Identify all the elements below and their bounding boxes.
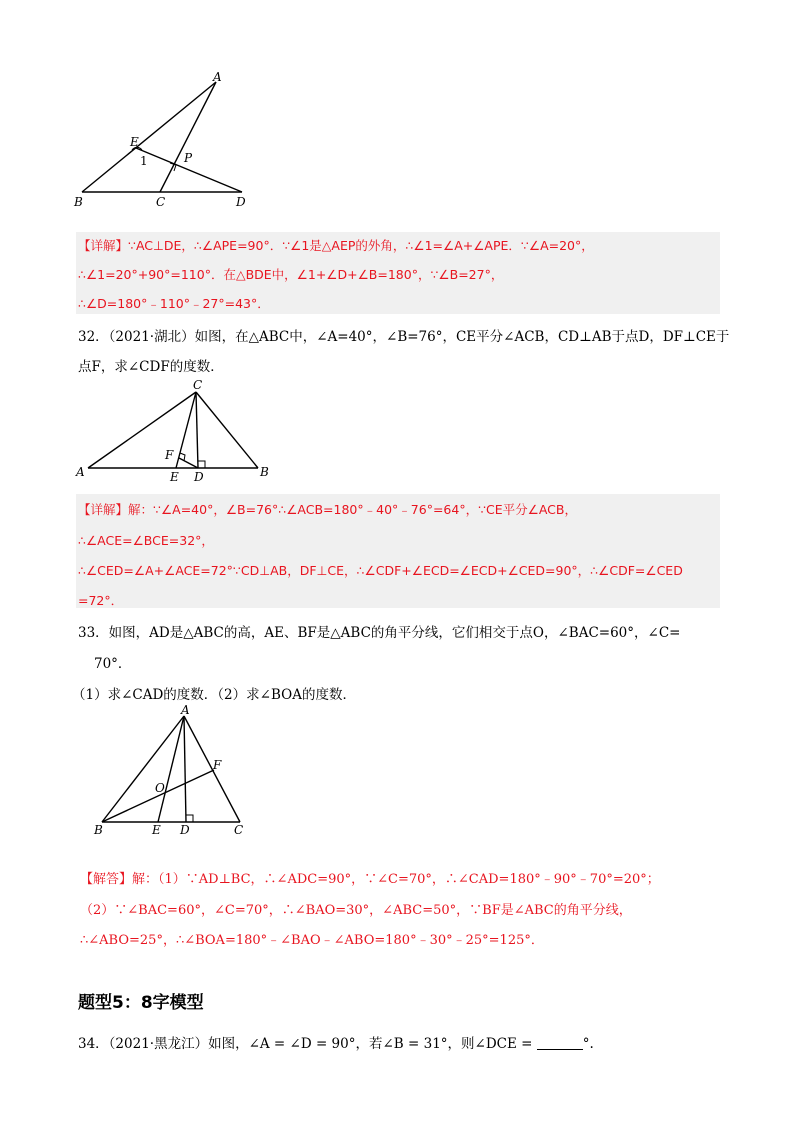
label-B: B — [260, 465, 269, 479]
segment-AC — [160, 82, 216, 192]
question-34 — [78, 1032, 594, 1052]
question-32-line-2: 点F，求∠CDF的度数． — [78, 359, 224, 375]
answer-31-line-2: ∴∠1=20°+90°=110°．在△BDE中，∠1+∠D+∠B=180°，∵∠B=27°， — [78, 267, 504, 282]
segment-AC — [184, 716, 240, 822]
label-C: C — [156, 195, 166, 209]
segment-DF — [179, 458, 198, 468]
label-F: F — [165, 448, 174, 462]
figure-33-triangle — [88, 702, 258, 838]
answer-blank — [537, 1036, 583, 1050]
answer-32-line-2: ∴∠ACE=∠BCE=32°， — [78, 533, 214, 548]
segment-CD — [196, 392, 198, 468]
segment-AD — [184, 716, 186, 822]
question-33-line-3: （1）求∠CAD的度数．（2）求∠BOA的度数． — [72, 687, 356, 703]
question-33-line-2: 70°． — [94, 656, 132, 672]
answer-32-line-4: =72°． — [78, 593, 124, 608]
label-A: A — [181, 703, 190, 717]
label-F: F — [213, 758, 222, 772]
label-B: B — [94, 823, 103, 837]
label-P: P — [184, 151, 193, 165]
label-1: 1 — [140, 154, 148, 168]
right-angle-mark-D — [198, 461, 205, 468]
question-32-line-1: 32．（2021·湖北）如图，在△ABC中，∠A=40°，∠B=76°，CE平分∠ACB，CD⊥AB于点D，DF⊥CE于 — [78, 329, 730, 345]
label-D: D — [194, 470, 204, 484]
figure-31-triangle — [70, 70, 260, 210]
answer-31-line-1: 【详解】∵AC⊥DE，∴∠APE=90°．∵∠1是△AEP的外角，∴∠1=∠A+∠APE．∵∠A=20°， — [78, 238, 594, 253]
segment-AC — [88, 392, 196, 468]
segment-CB — [196, 392, 258, 468]
label-D: D — [236, 195, 246, 209]
question-34-suffix: °. — [582, 1036, 594, 1052]
section-heading: 题型5：8字模型 — [78, 993, 204, 1013]
answer-32-line-1: 【详解】解：∵∠A=40°，∠B=76°∴∠ACB=180°﹣40°﹣76°=64°，∵CE平分∠ACB， — [78, 502, 577, 517]
segment-BA — [82, 82, 216, 192]
answer-33-line-1: 【解答】解：（1）∵AD⊥BC，∴∠ADC=90°，∵∠C=70°，∴∠CAD=180°﹣90°﹣70°=20°； — [80, 872, 660, 887]
label-E: E — [152, 823, 161, 837]
question-34-text: 34．（2021·黑龙江）如图，∠A = ∠D = 90°，若∠B = 31°，则∠DCE = — [78, 1036, 533, 1052]
answer-33-line-3: ∴∠ABO=25°，∴∠BOA=180°﹣∠BAO﹣∠ABO=180°﹣30°﹣25°=125°． — [80, 933, 544, 948]
label-B: B — [74, 195, 83, 209]
answer-31-line-3: ∴∠D=180°﹣110°﹣27°=43°． — [78, 296, 270, 311]
label-A: A — [213, 70, 222, 84]
label-E: E — [130, 135, 139, 149]
figure-32-triangle — [70, 378, 290, 486]
label-A: A — [76, 465, 85, 479]
label-C: C — [193, 378, 203, 392]
label-D: D — [180, 823, 190, 837]
right-angle-mark-D — [186, 815, 193, 822]
answer-33-line-2: （2）∵∠BAC=60°，∠C=70°，∴∠BAO=30°，∠ABC=50°，∵BF是∠ABC的角平分线， — [80, 903, 632, 918]
label-O: O — [155, 781, 165, 795]
answer-32-line-3: ∴∠CED=∠A+∠ACE=72°∵CD⊥AB，DF⊥CE，∴∠CDF+∠ECD=∠ECD+∠CED=90°，∴∠CDF=∠CED — [78, 563, 683, 578]
segment-BF — [102, 770, 214, 822]
label-E: E — [170, 470, 179, 484]
label-C: C — [234, 823, 244, 837]
question-33-line-1: 33．如图，AD是△ABC的高，AE、BF是△ABC的角平分线，它们相交于点O，∠BAC=60°，∠C= — [78, 625, 681, 641]
